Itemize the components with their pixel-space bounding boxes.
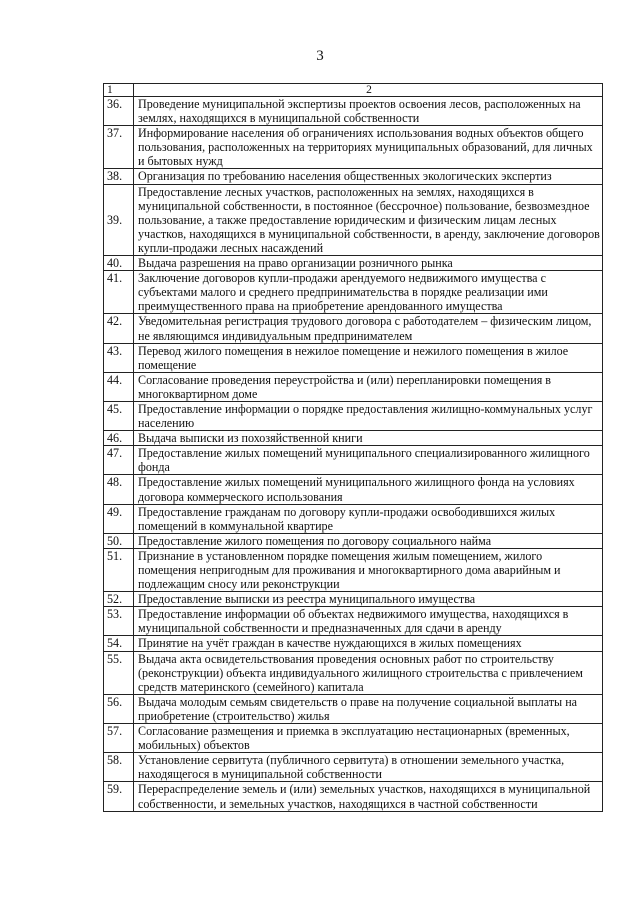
- table-row: [104, 636, 603, 651]
- service-name: Согласование проведения переустройства и (или) перепланировки помещения в многоквартирном доме: [134, 372, 603, 401]
- row-number: 38.: [104, 169, 134, 184]
- service-name: Предоставление жилого помещения по договору социального найма: [134, 533, 603, 548]
- table-row: [104, 184, 603, 255]
- table-row: [104, 533, 603, 548]
- service-name: Предоставление жилых помещений муниципального жилищного фонда на условиях договора коммерческого использования: [134, 475, 603, 504]
- service-name: Предоставление гражданам по договору купли-продажи освободившихся жилых помещений в коммунальной квартире: [134, 504, 603, 533]
- row-number: 56.: [104, 694, 134, 723]
- row-number: 40.: [104, 256, 134, 271]
- service-name: Предоставление информации об объектах недвижимого имущества, находящихся в муниципальной собственности и предназначенных для сдачи в аренду: [134, 607, 603, 636]
- table-row: [104, 256, 603, 271]
- service-name: Предоставление лесных участков, расположенных на землях, находящихся в муниципальной собственности, в постоянное (бессрочное) пользование, безвозмездное пользование, а также предоставление юридическим и физическим лицам лесных участков, находящихся в муниципальной собственности, в аренду, заключение договоров купли-продажи лесных насаждений: [134, 184, 603, 255]
- table-row: [104, 126, 603, 169]
- row-number: 43.: [104, 343, 134, 372]
- row-number: 54.: [104, 636, 134, 651]
- row-number: 52.: [104, 592, 134, 607]
- row-number: 48.: [104, 475, 134, 504]
- table-row: [104, 169, 603, 184]
- row-number: 58.: [104, 753, 134, 782]
- service-name: Заключение договоров купли-продажи арендуемого недвижимого имущества с субъектами малого и среднего предпринимательства в порядке реализации ими преимущественного права на приобретение арендованного имущества: [134, 271, 603, 314]
- services-table: [103, 83, 603, 812]
- table-row: [104, 651, 603, 694]
- table-row: [104, 782, 603, 811]
- service-name: Признание в установленном порядке помещения жилым помещением, жилого помещения непригодным для проживания и многоквартирного дома аварийным и подлежащим сносу или реконструкции: [134, 548, 603, 591]
- table-row: [104, 548, 603, 591]
- table-row: [104, 343, 603, 372]
- row-number: 51.: [104, 548, 134, 591]
- service-name: Установление сервитута (публичного сервитута) в отношении земельного участка, находящегося в муниципальной собственности: [134, 753, 603, 782]
- service-name: Предоставление информации о порядке предоставления жилищно-коммунальных услуг населению: [134, 401, 603, 430]
- page-number: 3: [316, 48, 324, 64]
- table-row: [104, 475, 603, 504]
- table-row: [104, 372, 603, 401]
- row-number: 44.: [104, 372, 134, 401]
- table-row: [104, 694, 603, 723]
- service-name: Согласование размещения и приемка в эксплуатацию нестационарных (временных, мобильных) объектов: [134, 724, 603, 753]
- table-row: [104, 592, 603, 607]
- service-name: Перевод жилого помещения в нежилое помещение и нежилого помещения в жилое помещение: [134, 343, 603, 372]
- service-name: Выдача акта освидетельствования проведения основных работ по строительству (реконструкции) объекта индивидуального жилищного строительства с привлечением средств материнского (семейного) капитала: [134, 651, 603, 694]
- row-number: 57.: [104, 724, 134, 753]
- service-name: Принятие на учёт граждан в качестве нуждающихся в жилых помещениях: [134, 636, 603, 651]
- service-name: Предоставление выписки из реестра муниципального имущества: [134, 592, 603, 607]
- row-number: 47.: [104, 446, 134, 475]
- service-name: Выдача выписки из похозяйственной книги: [134, 431, 603, 446]
- row-number: 42.: [104, 314, 134, 343]
- table-row: [104, 446, 603, 475]
- service-name: Выдача разрешения на право организации розничного рынка: [134, 256, 603, 271]
- row-number: 41.: [104, 271, 134, 314]
- row-number: 45.: [104, 401, 134, 430]
- table-row: [104, 431, 603, 446]
- service-name: Уведомительная регистрация трудового договора с работодателем – физическим лицом, не являющимся индивидуальным предпринимателем: [134, 314, 603, 343]
- row-number: 49.: [104, 504, 134, 533]
- service-name: Выдача молодым семьям свидетельств о праве на получение социальной выплаты на приобретение (строительство) жилья: [134, 694, 603, 723]
- row-number: 50.: [104, 533, 134, 548]
- header-name-column: 2: [134, 84, 603, 97]
- table-row: [104, 724, 603, 753]
- header-number-column: 1: [104, 84, 134, 97]
- table-header-row: [104, 84, 603, 97]
- table-row: [104, 607, 603, 636]
- table-row: [104, 401, 603, 430]
- row-number: 55.: [104, 651, 134, 694]
- service-name: Перераспределение земель и (или) земельных участков, находящихся в муниципальной собственности, и земельных участков, находящихся в частной собственности: [134, 782, 603, 811]
- row-number: 37.: [104, 126, 134, 169]
- row-number: 59.: [104, 782, 134, 811]
- table-row: [104, 97, 603, 126]
- row-number: 46.: [104, 431, 134, 446]
- service-name: Организация по требованию населения общественных экологических экспертиз: [134, 169, 603, 184]
- service-name: Проведение муниципальной экспертизы проектов освоения лесов, расположенных на землях, находящихся в муниципальной собственности: [134, 97, 603, 126]
- service-name: Информирование населения об ограничениях использования водных объектов общего пользования, расположенных на территориях муниципальных образований, для личных и бытовых нужд: [134, 126, 603, 169]
- table-row: [104, 753, 603, 782]
- row-number: 39.: [104, 184, 134, 255]
- table-row: [104, 504, 603, 533]
- table-row: [104, 314, 603, 343]
- service-name: Предоставление жилых помещений муниципального специализированного жилищного фонда: [134, 446, 603, 475]
- row-number: 53.: [104, 607, 134, 636]
- row-number: 36.: [104, 97, 134, 126]
- table-row: [104, 271, 603, 314]
